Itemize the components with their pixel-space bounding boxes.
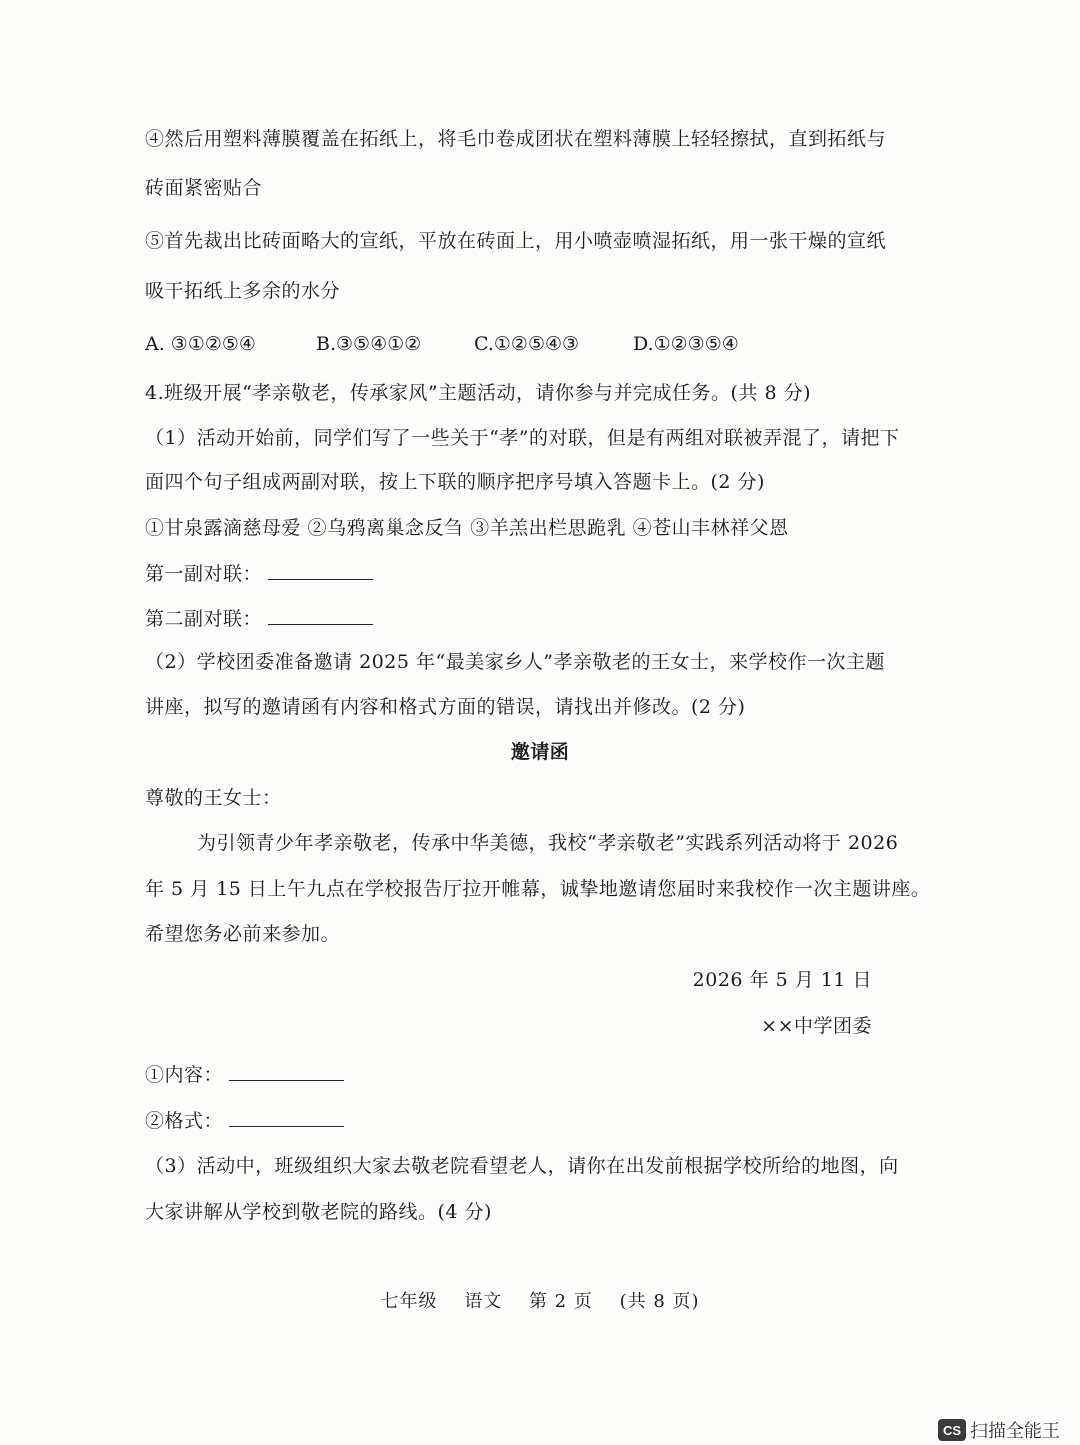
- invitation-salutation: 尊敬的王女士：: [145, 787, 282, 809]
- camscanner-icon: CS: [938, 1419, 966, 1441]
- content-blank[interactable]: [229, 1062, 344, 1081]
- invitation-title: 邀请函: [510, 741, 570, 763]
- option-d: D.①②③⑤④: [633, 333, 739, 355]
- content-answer-row: [145, 1062, 344, 1087]
- q4-part3-line-2: 大家讲解从学校到敬老院的路线。(4 分): [145, 1201, 492, 1223]
- q4-part3-line-1: （3）活动中，班级组织大家去敬老院看望老人，请你在出发前根据学校所给的地图，向: [145, 1155, 899, 1177]
- q4-part1-line-2: 面四个句子组成两副对联，按上下联的顺序把序号填入答题卡上。(2 分): [145, 471, 765, 493]
- content-label: ①内容：: [145, 1064, 224, 1086]
- q4-part2-line-2: 讲座，拟写的邀请函有内容和格式方面的错误，请找出并修改。(2 分): [145, 696, 746, 718]
- step-4-line-1: ④然后用塑料薄膜覆盖在拓纸上，将毛巾卷成团状在塑料薄膜上轻轻擦拭，直到拓纸与: [145, 128, 887, 150]
- couplet-2-label: 第二副对联：: [145, 608, 263, 630]
- q4-part2-line-1: （2）学校团委准备邀请 2025 年“最美家乡人”孝亲敬老的王女士，来学校作一次主题: [145, 651, 885, 673]
- format-answer-row: [145, 1108, 344, 1133]
- couplet-1-blank[interactable]: [268, 561, 373, 580]
- step-5-line-2: 吸干拓纸上多余的水分: [145, 280, 341, 302]
- format-label: ②格式：: [145, 1110, 224, 1132]
- invitation-body-2: 年 5 月 15 日上午九点在学校报告厅拉开帷幕，诚挚地邀请您届时来我校作一次主题讲座。: [145, 878, 931, 900]
- invitation-date: 2026 年 5 月 11 日: [692, 969, 872, 991]
- step-4-line-2: 砖面紧密贴合: [145, 177, 263, 199]
- footer-total: (共 8 页): [619, 1291, 700, 1312]
- format-blank[interactable]: [229, 1108, 344, 1127]
- scanner-watermark: [938, 1417, 1060, 1443]
- scanner-name: 扫描全能王: [970, 1421, 1060, 1441]
- option-a: A. ③①②⑤④: [145, 333, 256, 355]
- invitation-body-3: 希望您务必前来参加。: [145, 923, 341, 945]
- footer-page: 第 2 页: [528, 1291, 593, 1312]
- couplet-items: ①甘泉露滴慈母爱 ②乌鸦离巢念反刍 ③羊羔出栏思跪乳 ④苍山丰林祥父恩: [145, 517, 789, 539]
- couplet-1-row: [145, 561, 373, 586]
- footer-subject: 语文: [464, 1291, 503, 1312]
- invitation-signature: ××中学团委: [761, 1015, 872, 1037]
- page-footer: [0, 1287, 1080, 1313]
- couplet-1-label: 第一副对联：: [145, 563, 263, 585]
- question-4-title: 4.班级开展“孝亲敬老，传承家风”主题活动，请你参与并完成任务。(共 8 分): [145, 382, 812, 404]
- invitation-body-1: 为引领青少年孝亲敬老，传承中华美德，我校“孝亲敬老”实践系列活动将于 2026: [197, 832, 899, 854]
- couplet-2-row: [145, 606, 373, 631]
- couplet-2-blank[interactable]: [268, 606, 373, 625]
- option-b: B.③⑤④①②: [316, 333, 422, 355]
- option-c: C.①②⑤④③: [474, 333, 580, 355]
- step-5-line-1: ⑤首先裁出比砖面略大的宣纸，平放在砖面上，用小喷壶喷湿拓纸，用一张干燥的宣纸: [145, 230, 887, 252]
- footer-grade: 七年级: [380, 1291, 438, 1312]
- q4-part1-line-1: （1）活动开始前，同学们写了一些关于“孝”的对联，但是有两组对联被弄混了，请把下: [145, 427, 900, 449]
